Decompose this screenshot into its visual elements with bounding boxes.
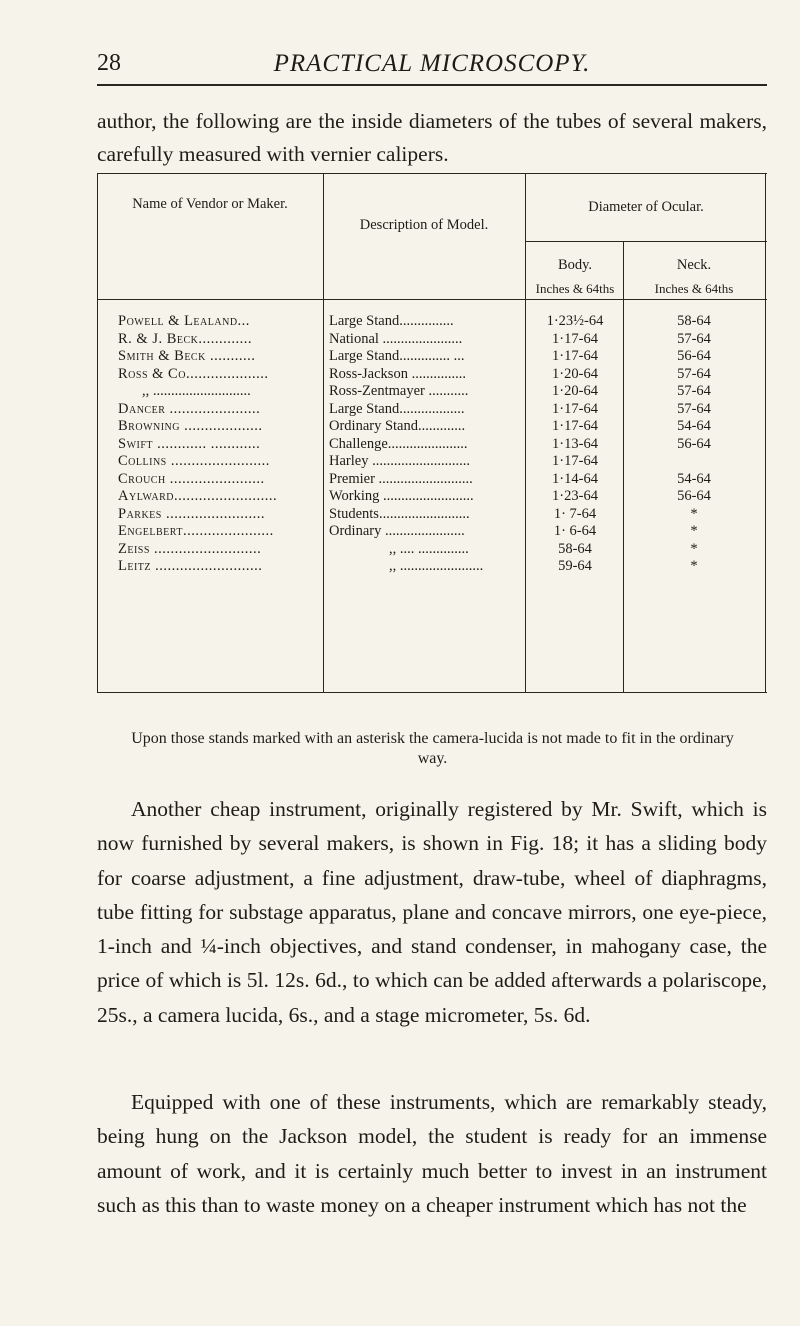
table-row xyxy=(97,558,767,576)
vendor-cell: Browning ................... xyxy=(118,418,263,434)
header-diameter: Diameter of Ocular. xyxy=(588,199,704,215)
neck-cell: * xyxy=(690,523,698,539)
header-vendor: Name of Vendor or Maker. xyxy=(132,196,288,212)
model-cell: National ...................... xyxy=(329,330,463,347)
table-bottom-rule xyxy=(97,692,767,693)
table-row xyxy=(97,313,767,331)
subheader-rule xyxy=(525,241,767,242)
running-header xyxy=(97,50,767,86)
vendor-cell: Parkes ........................ xyxy=(118,505,265,522)
table-row xyxy=(97,453,767,471)
table-row xyxy=(97,331,767,349)
diameter-table xyxy=(97,173,767,693)
neck-cell: 58-64 xyxy=(677,313,711,329)
body-cell: 1·20-64 xyxy=(552,365,598,382)
table-row xyxy=(97,348,767,366)
body-cell: 1·17-64 xyxy=(552,453,598,469)
table-top-rule xyxy=(97,173,767,174)
neck-cell: 57-64 xyxy=(677,365,711,382)
model-cell: Ordinary ...................... xyxy=(329,523,465,539)
header-description: Description of Model. xyxy=(359,217,489,233)
table-row xyxy=(97,488,767,506)
body-cell: 1· 7-64 xyxy=(553,505,597,522)
model-cell: Large Stand.................. xyxy=(329,400,465,417)
neck-cell: * xyxy=(690,558,698,574)
table-row xyxy=(97,366,767,384)
neck-cell: 54-64 xyxy=(677,470,711,487)
header-units-body: Inches & 64ths xyxy=(535,281,615,296)
header-neck: Neck. xyxy=(676,257,712,273)
header-body: Body. xyxy=(557,257,593,273)
vendor-cell: Engelbert...................... xyxy=(118,523,274,539)
vendor-cell: Crouch ....................... xyxy=(118,470,265,487)
paragraph-equipped: Equipped with one of these instruments, which are remarkably steady, being hung on the Jackson model, the student is ready for an immense amount of work, and it is certainly much better to invest in an instrument such as this than to waste money on a cheaper instrument which has not the xyxy=(97,1090,767,1217)
model-cell: Large Stand.............. ... xyxy=(329,348,465,364)
vendor-cell: ,, ........................... xyxy=(142,383,251,399)
vendor-cell: Powell & Lealand... xyxy=(118,313,250,329)
vendor-cell: R. & J. Beck............. xyxy=(118,330,253,347)
table-row xyxy=(97,418,767,436)
neck-cell: 56-64 xyxy=(677,348,711,364)
table-row xyxy=(97,401,767,419)
body-cell: 59-64 xyxy=(558,558,592,574)
body-cell: 1·23-64 xyxy=(552,488,598,504)
table-row xyxy=(97,471,767,489)
table-row xyxy=(97,436,767,454)
model-cell: Students......................... xyxy=(329,505,470,522)
vendor-cell: Zeiss .......................... xyxy=(118,540,262,557)
model-cell: Ordinary Stand............. xyxy=(329,418,466,434)
intro-paragraph: author, the following are the inside diameters of the tubes of several makers, carefully measured with vernier calipers. xyxy=(97,109,767,166)
header-units-neck: Inches & 64ths xyxy=(654,281,734,296)
table-row xyxy=(97,383,767,401)
model-cell: Working ......................... xyxy=(329,488,474,504)
neck-cell: 57-64 xyxy=(677,400,711,417)
body-cell: 58-64 xyxy=(558,540,592,557)
model-cell: Challenge...................... xyxy=(329,435,468,452)
body-cell: 1·17-64 xyxy=(552,400,598,417)
vendor-cell: Swift ............ ............ xyxy=(118,435,261,452)
body-cell: 1· 6-64 xyxy=(553,523,597,539)
page-number: 28 xyxy=(97,50,121,76)
model-cell: ,, ....................... xyxy=(389,558,484,574)
model-cell: Ross-Zentmayer ........... xyxy=(329,383,469,399)
vendor-cell: Leitz .......................... xyxy=(118,558,263,574)
paragraph-swift-instrument: Another cheap instrument, originally registered by Mr. Swift, which is now furnished by several makers, is shown in Fig. 18; it has a sliding body for coarse adjustment, a fine adjustment, draw-tube, wheel of diaphragms, tube fitting for substage apparatus, plane and concave mirrors, one eye-piece, 1-inch and ¼-inch objectives, and stand condenser, in mahogany case, the price of which is 5l. 12s. 6d., to which can be added afterwards a polariscope, 25s., a camera lucida, 6s., and a stage micrometer, 5s. 6d. xyxy=(97,797,767,1027)
running-title: PRACTICAL MICROSCOPY. xyxy=(273,50,591,77)
vendor-cell: Ross & Co.................... xyxy=(118,365,269,382)
body-cell: 1·23½-64 xyxy=(546,313,604,329)
neck-cell: 54-64 xyxy=(677,418,711,434)
body-cell: 1·17-64 xyxy=(552,330,598,347)
body-cell: 1·17-64 xyxy=(552,418,598,434)
neck-cell: 56-64 xyxy=(677,488,711,504)
model-cell: Premier .......................... xyxy=(329,470,473,487)
table-footnote: Upon those stands marked with an asterisk the camera-lucida is not made to fit in the ordinary way. xyxy=(131,730,734,767)
model-cell: Harley ........................... xyxy=(329,453,470,469)
model-cell: ,, .... .............. xyxy=(389,540,469,557)
neck-cell: 57-64 xyxy=(677,330,711,347)
body-cell: 1·13-64 xyxy=(552,435,598,452)
table-row xyxy=(97,541,767,559)
neck-cell: * xyxy=(690,540,698,557)
neck-cell: * xyxy=(690,505,698,522)
model-cell: Ross-Jackson ............... xyxy=(329,365,466,382)
vendor-cell: Dancer ...................... xyxy=(118,400,261,417)
body-cell: 1·17-64 xyxy=(552,348,598,364)
table-row xyxy=(97,523,767,541)
vendor-cell: Aylward......................... xyxy=(118,488,278,504)
neck-cell: 56-64 xyxy=(677,435,711,452)
table-row xyxy=(97,506,767,524)
body-cell: 1·20-64 xyxy=(552,383,598,399)
body-cell: 1·14-64 xyxy=(552,470,598,487)
neck-cell: 57-64 xyxy=(677,383,711,399)
vendor-cell: Smith & Beck ........... xyxy=(118,348,256,364)
vendor-cell: Collins ........................ xyxy=(118,453,270,469)
model-cell: Large Stand............... xyxy=(329,313,454,329)
